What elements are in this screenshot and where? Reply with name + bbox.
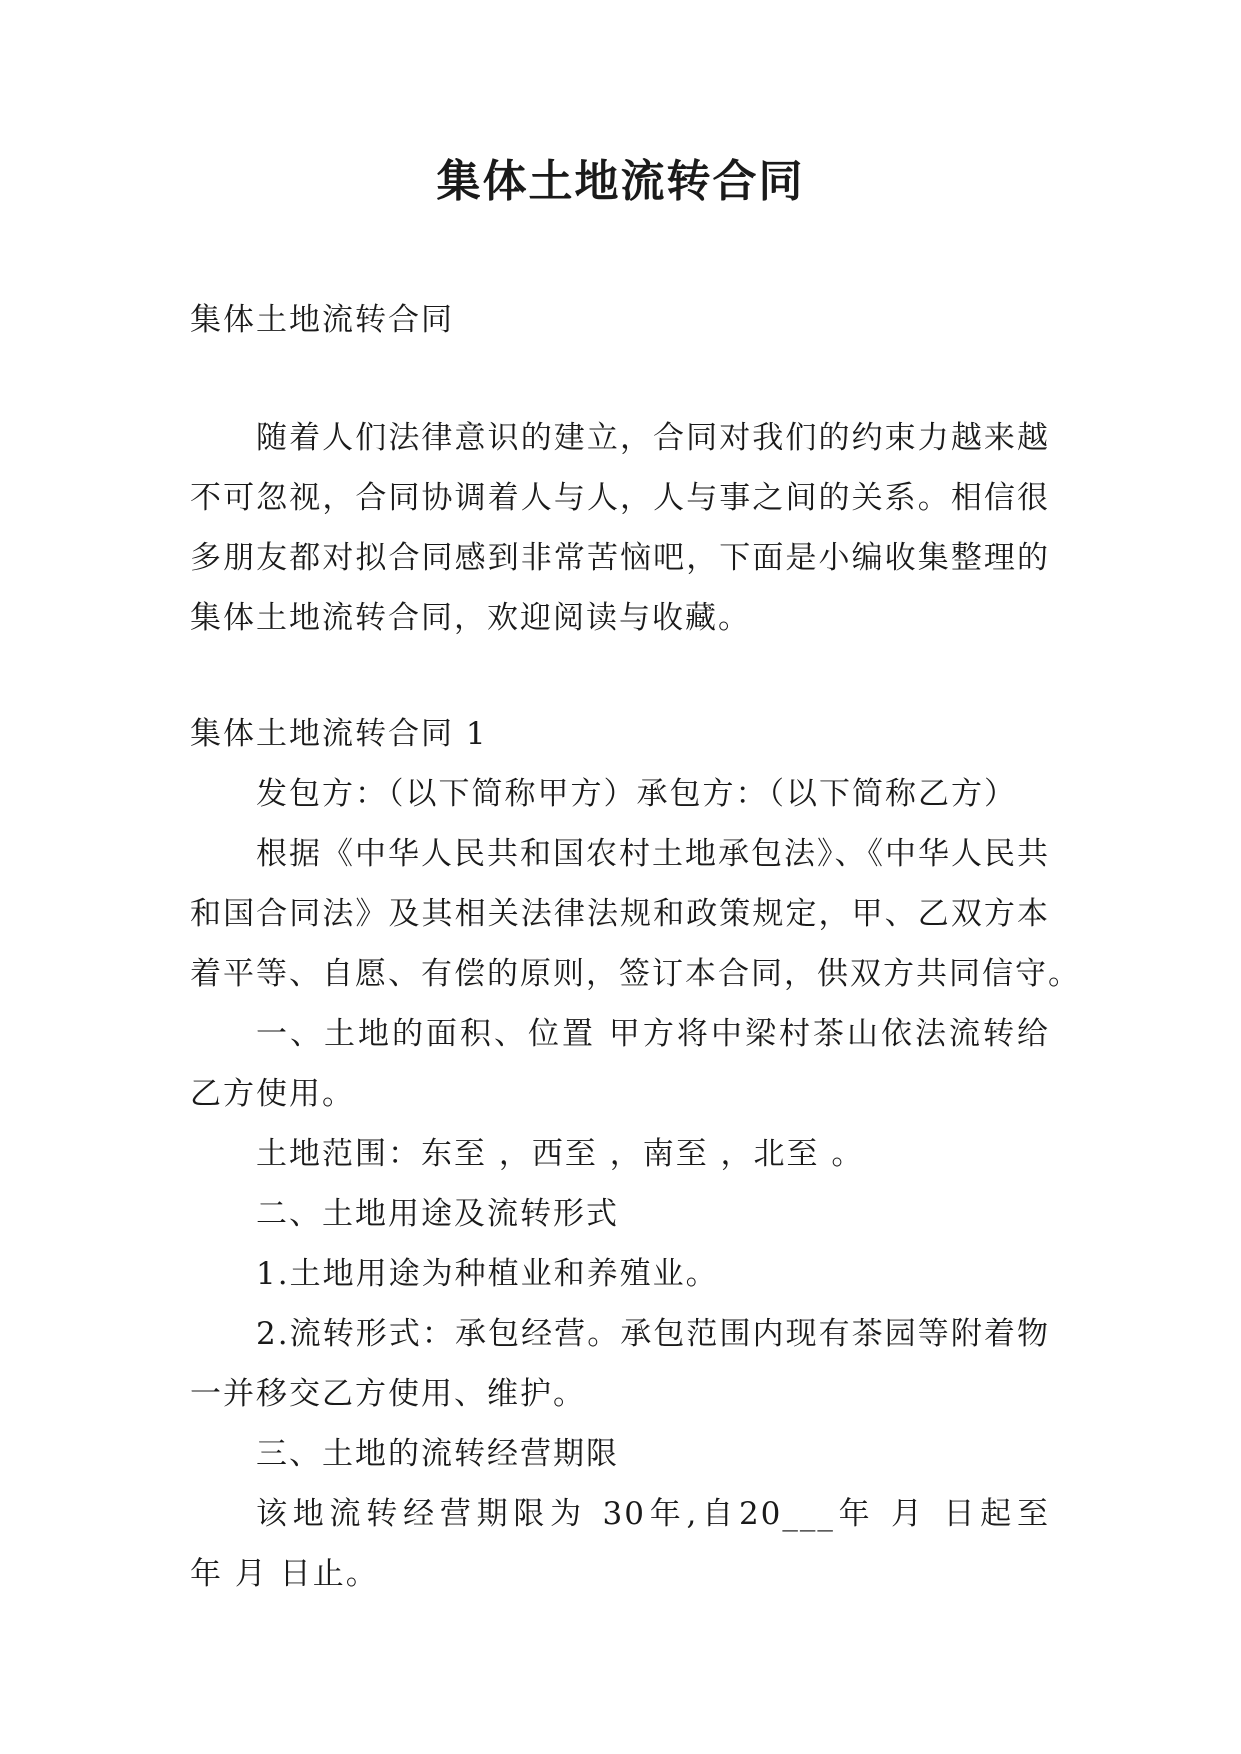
intro-paragraph	[190, 408, 1050, 648]
basis-line: 和国合同法》及其相关法律法规和政策规定，甲、乙双方本	[190, 896, 1050, 932]
land-range-line: 土地范围：东至 ，西至 ，南至 ，北至 。	[256, 1136, 865, 1172]
section1-line: 一、土地的面积、位置 甲方将中梁村茶山依法流转给	[256, 1016, 1050, 1052]
section2-item2-line: 一并移交乙方使用、维护。	[190, 1376, 586, 1412]
contract-heading: 集体土地流转合同 1	[190, 716, 488, 752]
section2-title: 二、土地用途及流转形式	[256, 1196, 619, 1232]
section3-title: 三、土地的流转经营期限	[256, 1436, 619, 1472]
document-body	[190, 290, 1081, 1604]
intro-line: 不可忽视，合同协调着人与人，人与事之间的关系。相信很	[190, 480, 1050, 516]
section2-item2-line: 2.流转形式：承包经营。承包范围内现有茶园等附着物	[256, 1316, 1050, 1352]
document-subtitle: 集体土地流转合同	[190, 302, 454, 338]
contract-section	[190, 704, 1081, 1604]
intro-line: 多朋友都对拟合同感到非常苦恼吧，下面是小编收集整理的	[190, 540, 1050, 576]
parties-line: 发包方：（以下简称甲方）承包方：（以下简称乙方）	[256, 776, 1017, 812]
section3-body-line: 年 月 日止。	[190, 1556, 379, 1592]
basis-line: 着平等、自愿、有偿的原则，签订本合同，供双方共同信守。	[190, 956, 1081, 992]
document-title: 集体土地流转合同	[436, 156, 805, 207]
section1-line: 乙方使用。	[190, 1076, 355, 1112]
basis-line: 根据《中华人民共和国农村土地承包法》、《中华人民共	[256, 836, 1050, 872]
section2-item1: 1.土地用途为种植业和养殖业。	[256, 1256, 719, 1292]
intro-line: 随着人们法律意识的建立，合同对我们的约束力越来越	[256, 420, 1050, 456]
section3-body-line: 该地流转经营期限为 30年,自20___年 月 日起至	[256, 1496, 1050, 1532]
intro-line: 集体土地流转合同，欢迎阅读与收藏。	[190, 600, 751, 636]
